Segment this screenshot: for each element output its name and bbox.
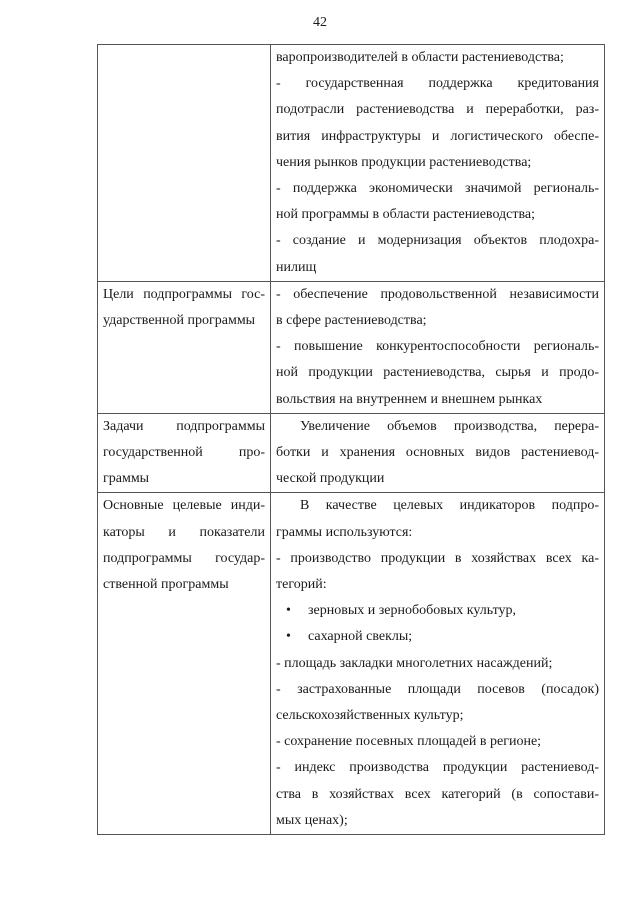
- text-line: - застрахованные площади посевов (посадок): [276, 681, 599, 697]
- text-line: - сохранение посевных площадей в регионе;: [276, 734, 542, 750]
- text-line: мых ценах);: [276, 812, 348, 828]
- label-line: ударственной программы: [103, 313, 256, 329]
- text-line: нилищ: [276, 259, 317, 275]
- row-label-cell: [98, 281, 271, 413]
- text-line: граммы используются:: [276, 524, 413, 540]
- text-line: сельскохозяйственных культур;: [276, 708, 464, 724]
- text-line: ной продукции растениеводства, сырья и продо-: [276, 365, 599, 381]
- bullet-icon: •: [286, 603, 291, 619]
- text-line: ства в хозяйствах всех категорий (в сопостави-: [276, 786, 599, 802]
- text-line: - государственная поддержка кредитования: [276, 76, 599, 92]
- text-line: ческой продукции: [276, 471, 385, 487]
- table-row: [98, 413, 605, 493]
- text-line: вольствия на внутреннем и внешнем рынках: [276, 391, 543, 407]
- table-row: [98, 45, 605, 282]
- bullet-icon: •: [286, 629, 291, 645]
- text-line: - поддержка экономически значимой региональ-: [276, 181, 599, 197]
- text-line: варопроизводителей в области растениеводства;: [276, 50, 564, 65]
- row-content-cell: [271, 281, 605, 413]
- label-line: каторы и показатели: [103, 524, 265, 540]
- text-line: - повышение конкурентоспособности региональ-: [276, 339, 599, 355]
- bullet-text: сахарной свеклы;: [308, 629, 413, 645]
- text-line: вития инфраструктуры и логистического обеспе-: [276, 128, 599, 144]
- bullet-item: [276, 598, 599, 624]
- label-line: ственной программы: [103, 577, 229, 593]
- row-label-cell: [98, 413, 271, 493]
- label-line: Задачи подпрограммы: [103, 418, 265, 434]
- page-number: 42: [313, 15, 327, 30]
- row-content-cell: [271, 413, 605, 493]
- row-label-cell: [98, 493, 271, 835]
- text-line: - площадь закладки многолетних насаждений;: [276, 655, 553, 671]
- text-line: подотрасли растениеводства и переработки, раз-: [276, 102, 599, 118]
- text-line: чения рынков продукции растениеводства;: [276, 154, 532, 170]
- text-line: ботки и хранения основных видов растениевод-: [276, 445, 599, 461]
- text-line: - производство продукции в хозяйствах всех ка-: [276, 550, 599, 566]
- text-line: в сфере растениеводства;: [276, 313, 427, 329]
- text-line: ной программы в области растениеводства;: [276, 207, 536, 223]
- row-content-cell: [271, 493, 605, 835]
- label-line: государственной про-: [103, 445, 265, 461]
- text-line: Увеличение объемов производства, перера-: [300, 418, 599, 434]
- label-line: Цели подпрограммы гос-: [103, 286, 265, 302]
- text-line: В качестве целевых индикаторов подпро-: [300, 498, 599, 514]
- row-label-cell: [98, 45, 271, 282]
- label-line: Основные целевые инди-: [103, 498, 265, 514]
- label-line: граммы: [103, 471, 150, 487]
- program-passport-table: [97, 44, 605, 835]
- text-line: - индекс производства продукции растениевод-: [276, 760, 599, 776]
- text-line: тегорий:: [276, 577, 327, 593]
- row-content-cell: [271, 45, 605, 282]
- text-line: - обеспечение продовольственной независимости: [276, 286, 599, 302]
- bullet-item: [276, 624, 599, 650]
- table-row: [98, 493, 605, 835]
- text-line: - создание и модернизация объектов плодохра-: [276, 233, 599, 249]
- label-line: подпрограммы государ-: [103, 550, 265, 566]
- bullet-text: зерновых и зернобобовых культур,: [308, 603, 517, 619]
- table-row: [98, 281, 605, 413]
